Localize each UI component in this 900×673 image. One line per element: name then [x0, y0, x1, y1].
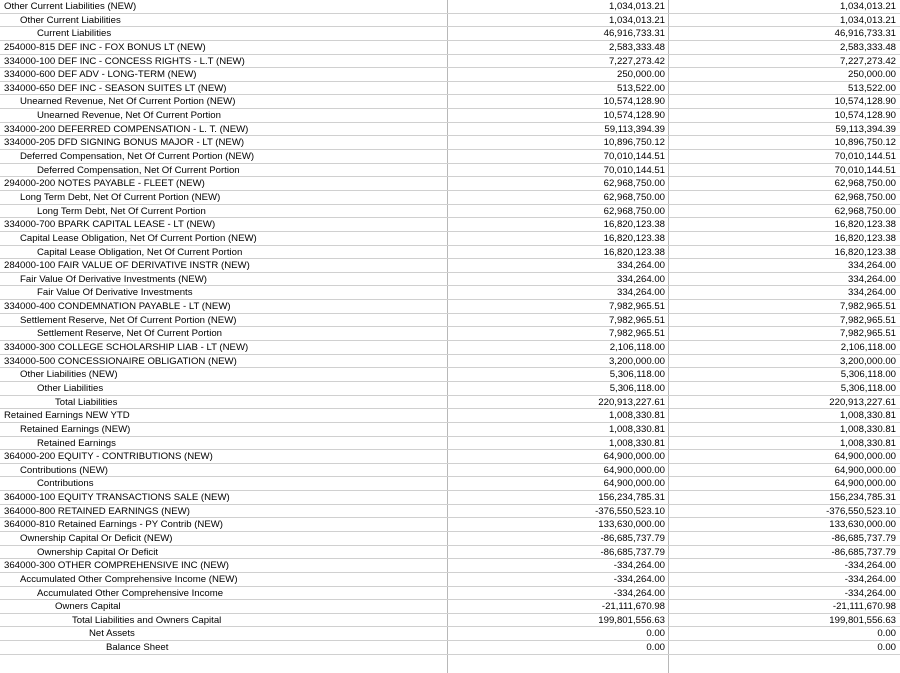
account-label: Accumulated Other Comprehensive Income	[37, 587, 224, 599]
account-label-cell[interactable]	[0, 95, 448, 108]
table-row[interactable]	[0, 627, 900, 641]
account-label: Fair Value Of Derivative Investments (NEW)	[20, 273, 207, 285]
account-label-cell[interactable]	[0, 109, 448, 122]
table-row[interactable]	[0, 641, 900, 655]
amount-cell-total[interactable]: 1,008,330.81	[839, 423, 896, 435]
account-label: Ownership Capital Or Deficit	[37, 546, 159, 558]
amount-cell-period[interactable]: -86,685,737.79	[448, 532, 669, 545]
amount-cell-total[interactable]: 334,264.00	[847, 287, 896, 299]
account-label: 364000-800 RETAINED EARNINGS (NEW)	[4, 505, 190, 517]
account-label-cell[interactable]	[0, 41, 448, 54]
account-label: Deferred Compensation, Net Of Current Portion	[37, 164, 240, 176]
amount-cell-total[interactable]: 62,968,750.00	[834, 191, 896, 203]
table-row[interactable]	[0, 546, 900, 560]
table-row[interactable]	[0, 423, 900, 437]
account-label-cell[interactable]	[0, 177, 448, 190]
table-row[interactable]	[0, 232, 900, 246]
account-label-cell[interactable]	[0, 409, 448, 422]
account-label-cell[interactable]	[0, 600, 448, 613]
table-row[interactable]	[0, 518, 900, 532]
account-label: Capital Lease Obligation, Net Of Current Portion	[37, 246, 243, 258]
account-label-cell[interactable]	[0, 82, 448, 95]
amount-cell-total[interactable]: 3,200,000.00	[839, 355, 896, 367]
account-label: 334000-700 BPARK CAPITAL LEASE - LT (NEW)	[4, 219, 216, 231]
amount-cell-period[interactable]: 10,574,128.90	[448, 109, 669, 122]
amount-cell-period[interactable]: 156,234,785.31	[448, 491, 669, 504]
amount-cell-period[interactable]: 334,264.00	[448, 286, 669, 299]
amount-cell-period[interactable]: 64,900,000.00	[448, 464, 669, 477]
amount-cell-total[interactable]: 334,264.00	[847, 260, 896, 272]
table-row[interactable]	[0, 218, 900, 232]
table-row[interactable]	[0, 505, 900, 519]
amount-cell-period[interactable]: 16,820,123.38	[448, 232, 669, 245]
amount-cell-total[interactable]: 46,916,733.31	[834, 28, 896, 40]
amount-cell-period[interactable]: 1,034,013.21	[448, 0, 669, 13]
amount-cell-total[interactable]: 513,522.00	[847, 82, 896, 94]
amount-cell-period[interactable]: 5,306,118.00	[448, 368, 669, 381]
amount-cell-total[interactable]: 1,008,330.81	[839, 437, 896, 449]
table-row[interactable]	[0, 614, 900, 628]
account-label: 334000-100 DEF INC - CONCESS RIGHTS - L.T (NEW)	[4, 55, 245, 67]
account-label: Accumulated Other Comprehensive Income (NEW)	[20, 573, 238, 585]
amount-cell-total[interactable]: 156,234,785.31	[829, 492, 896, 504]
amount-cell-period[interactable]: 62,968,750.00	[448, 205, 669, 218]
account-label: 254000-815 DEF INC - FOX BONUS LT (NEW)	[4, 41, 206, 53]
account-label-cell[interactable]	[0, 437, 448, 450]
amount-cell-period[interactable]: -334,264.00	[448, 559, 669, 572]
account-label-cell[interactable]	[0, 382, 448, 395]
amount-cell-total[interactable]: 133,630,000.00	[829, 519, 896, 531]
account-label: 334000-650 DEF INC - SEASON SUITES LT (NEW)	[4, 82, 227, 94]
table-row[interactable]	[0, 82, 900, 96]
table-row[interactable]	[0, 109, 900, 123]
empty-cell	[448, 655, 669, 673]
amount-cell-period[interactable]: 70,010,144.51	[448, 164, 669, 177]
amount-cell-total[interactable]: 0.00	[877, 642, 896, 654]
account-label-cell[interactable]	[0, 205, 448, 218]
amount-cell-total[interactable]: 16,820,123.38	[834, 232, 896, 244]
table-row[interactable]	[0, 532, 900, 546]
amount-cell-total[interactable]: 62,968,750.00	[834, 178, 896, 190]
amount-cell-period[interactable]: 10,896,750.12	[448, 136, 669, 149]
amount-cell-period[interactable]: 133,630,000.00	[448, 518, 669, 531]
amount-cell-total[interactable]: 1,034,013.21	[839, 14, 896, 26]
table-row[interactable]	[0, 314, 900, 328]
account-label: 364000-300 OTHER COMPREHENSIVE INC (NEW)	[4, 560, 229, 572]
table-row[interactable]	[0, 286, 900, 300]
amount-cell-total[interactable]: 70,010,144.51	[834, 164, 896, 176]
account-label: Long Term Debt, Net Of Current Portion (NEW)	[20, 191, 221, 203]
table-row[interactable]	[0, 191, 900, 205]
amount-cell-total[interactable]: 10,574,128.90	[834, 110, 896, 122]
account-label: 334000-205 DFD SIGNING BONUS MAJOR - LT (NEW)	[4, 137, 245, 149]
account-label-cell[interactable]	[0, 314, 448, 327]
account-label: Settlement Reserve, Net Of Current Portion (NEW)	[20, 314, 237, 326]
table-row[interactable]	[0, 355, 900, 369]
account-label: Deferred Compensation, Net Of Current Portion (NEW)	[20, 151, 255, 163]
table-row[interactable]	[0, 382, 900, 396]
table-row[interactable]	[0, 477, 900, 491]
account-label-cell[interactable]	[0, 286, 448, 299]
table-row[interactable]	[0, 205, 900, 219]
account-label-cell[interactable]	[0, 55, 448, 68]
account-label: 334000-500 CONCESSIONAIRE OBLIGATION (NEW)	[4, 355, 237, 367]
table-row[interactable]	[0, 587, 900, 601]
amount-cell-period[interactable]: 5,306,118.00	[448, 382, 669, 395]
account-label: Retained Earnings NEW YTD	[4, 410, 130, 422]
amount-cell-period[interactable]: 1,008,330.81	[448, 437, 669, 450]
account-label-cell[interactable]	[0, 68, 448, 81]
amount-cell-period[interactable]: 513,522.00	[448, 82, 669, 95]
account-label-cell[interactable]	[0, 368, 448, 381]
amount-cell-period[interactable]: 1,034,013.21	[448, 14, 669, 27]
account-label: Unearned Revenue, Net Of Current Portion	[37, 110, 221, 122]
account-label: Other Current Liabilities	[20, 14, 121, 26]
account-label: Fair Value Of Derivative Investments	[37, 287, 193, 299]
account-label: 294000-200 NOTES PAYABLE - FLEET (NEW)	[4, 178, 205, 190]
table-row[interactable]	[0, 573, 900, 587]
amount-cell-total[interactable]: 64,900,000.00	[834, 451, 896, 463]
account-label: Other Current Liabilities (NEW)	[4, 1, 137, 12]
amount-cell-period[interactable]: 62,968,750.00	[448, 191, 669, 204]
amount-cell-total[interactable]: 220,913,227.61	[829, 396, 896, 408]
amount-cell-period[interactable]: 2,583,333.48	[448, 41, 669, 54]
amount-cell-period[interactable]: 250,000.00	[448, 68, 669, 81]
amount-cell-total[interactable]: 7,982,965.51	[839, 301, 896, 313]
account-label-cell[interactable]	[0, 164, 448, 177]
amount-cell-period[interactable]: 7,982,965.51	[448, 314, 669, 327]
amount-cell-period[interactable]: 1,008,330.81	[448, 423, 669, 436]
amount-cell-period[interactable]: 7,227,273.42	[448, 55, 669, 68]
account-label-cell[interactable]	[0, 464, 448, 477]
amount-cell-period[interactable]: 0.00	[448, 641, 669, 654]
account-label: Total Liabilities	[55, 396, 118, 408]
table-row[interactable]	[0, 150, 900, 164]
amount-cell-total[interactable]: -376,550,523.10	[826, 505, 896, 517]
account-label-cell[interactable]	[0, 532, 448, 545]
account-label-cell[interactable]	[0, 191, 448, 204]
table-row[interactable]	[0, 177, 900, 191]
amount-cell-total[interactable]: -334,264.00	[844, 587, 896, 599]
amount-cell-period[interactable]: -334,264.00	[448, 587, 669, 600]
account-label: Other Liabilities	[37, 382, 104, 394]
amount-cell-period[interactable]: 59,113,394.39	[448, 123, 669, 136]
account-label-cell[interactable]	[0, 218, 448, 231]
table-row[interactable]	[0, 68, 900, 82]
account-label-cell[interactable]	[0, 136, 448, 149]
account-label: 334000-600 DEF ADV - LONG-TERM (NEW)	[4, 69, 197, 81]
account-label: 334000-300 COLLEGE SCHOLARSHIP LIAB - LT (NEW)	[4, 342, 249, 354]
table-row[interactable]	[0, 300, 900, 314]
amount-cell-total[interactable]: 0.00	[877, 628, 896, 640]
account-label: Ownership Capital Or Deficit (NEW)	[20, 532, 173, 544]
amount-cell-total[interactable]: -21,111,670.98	[832, 601, 896, 613]
account-label-cell[interactable]	[0, 559, 448, 572]
amount-cell-period[interactable]: 199,801,556.63	[448, 614, 669, 627]
account-label-cell[interactable]	[0, 396, 448, 409]
amount-cell-total[interactable]: 1,034,013.21	[839, 1, 896, 12]
table-row[interactable]	[0, 327, 900, 341]
table-row[interactable]	[0, 123, 900, 137]
amount-cell-total[interactable]: -334,264.00	[844, 573, 896, 585]
amount-cell-period[interactable]: 62,968,750.00	[448, 177, 669, 190]
account-label-cell[interactable]	[0, 518, 448, 531]
table-row[interactable]	[0, 396, 900, 410]
account-label: 334000-200 DEFERRED COMPENSATION - L. T. (NEW)	[4, 123, 249, 135]
account-label-cell[interactable]	[0, 546, 448, 559]
table-row[interactable]	[0, 14, 900, 28]
account-label: Long Term Debt, Net Of Current Portion	[37, 205, 206, 217]
table-row[interactable]	[0, 600, 900, 614]
account-label-cell[interactable]	[0, 505, 448, 518]
account-label-cell[interactable]	[0, 150, 448, 163]
table-row[interactable]	[0, 368, 900, 382]
account-label-cell[interactable]	[0, 327, 448, 340]
account-label: 364000-100 EQUITY TRANSACTIONS SALE (NEW)	[4, 492, 230, 504]
table-row[interactable]	[0, 259, 900, 273]
amount-cell-total[interactable]: -334,264.00	[844, 560, 896, 572]
amount-cell-total[interactable]: 5,306,118.00	[840, 369, 896, 381]
table-row[interactable]	[0, 136, 900, 150]
account-label: Retained Earnings (NEW)	[20, 423, 131, 435]
account-label: Balance Sheet	[106, 642, 169, 654]
amount-cell-total[interactable]: 7,227,273.42	[839, 55, 896, 67]
account-label: 284000-100 FAIR VALUE OF DERIVATIVE INSTR (NEW)	[4, 260, 250, 272]
amount-cell-total[interactable]: 7,982,965.51	[839, 314, 896, 326]
amount-cell-total[interactable]: 1,008,330.81	[839, 410, 896, 422]
table-row[interactable]	[0, 437, 900, 451]
table-row[interactable]	[0, 246, 900, 260]
table-row[interactable]	[0, 0, 900, 14]
amount-cell-period[interactable]: 3,200,000.00	[448, 355, 669, 368]
amount-cell-total[interactable]: 64,900,000.00	[834, 464, 896, 476]
account-label-cell[interactable]	[0, 123, 448, 136]
amount-cell-total[interactable]: 62,968,750.00	[834, 205, 896, 217]
amount-cell-total[interactable]: 10,896,750.12	[834, 137, 896, 149]
account-label: Contributions	[37, 478, 94, 490]
amount-cell-total[interactable]: 250,000.00	[847, 69, 896, 81]
account-label-cell[interactable]	[0, 423, 448, 436]
table-row[interactable]	[0, 55, 900, 69]
amount-cell-period[interactable]: 10,574,128.90	[448, 95, 669, 108]
table-row[interactable]	[0, 559, 900, 573]
account-label: Unearned Revenue, Net Of Current Portion (NEW)	[20, 96, 236, 108]
amount-cell-total[interactable]: 64,900,000.00	[834, 478, 896, 490]
account-label: Settlement Reserve, Net Of Current Portion	[37, 328, 223, 340]
amount-cell-total[interactable]: 16,820,123.38	[834, 246, 896, 258]
empty-cell	[0, 655, 448, 673]
amount-cell-period[interactable]: 220,913,227.61	[448, 396, 669, 409]
amount-cell-total[interactable]: 334,264.00	[847, 273, 896, 285]
amount-cell-period[interactable]: -86,685,737.79	[448, 546, 669, 559]
table-row[interactable]	[0, 164, 900, 178]
account-label-cell[interactable]	[0, 246, 448, 259]
account-label: Owners Capital	[55, 601, 121, 613]
amount-cell-total[interactable]: 199,801,556.63	[829, 614, 896, 626]
account-label-cell[interactable]	[0, 259, 448, 272]
amount-cell-total[interactable]: 70,010,144.51	[834, 151, 896, 163]
account-label-cell[interactable]	[0, 627, 448, 640]
amount-cell-total[interactable]: -86,685,737.79	[831, 546, 896, 558]
account-label-cell[interactable]	[0, 614, 448, 627]
account-label-cell[interactable]	[0, 641, 448, 654]
account-label-cell[interactable]	[0, 0, 448, 13]
account-label: Other Liabilities (NEW)	[20, 369, 118, 381]
amount-cell-period[interactable]: 7,982,965.51	[448, 327, 669, 340]
amount-cell-total[interactable]: 16,820,123.38	[834, 219, 896, 231]
amount-cell-period[interactable]: 2,106,118.00	[448, 341, 669, 354]
account-label-cell[interactable]	[0, 273, 448, 286]
amount-cell-period[interactable]: 70,010,144.51	[448, 150, 669, 163]
amount-cell-period[interactable]: -21,111,670.98	[448, 600, 669, 613]
amount-cell-period[interactable]: 0.00	[448, 627, 669, 640]
amount-cell-period[interactable]: 64,900,000.00	[448, 450, 669, 463]
account-label-cell[interactable]	[0, 27, 448, 40]
amount-cell-period[interactable]: 64,900,000.00	[448, 477, 669, 490]
amount-cell-total[interactable]: 2,583,333.48	[839, 41, 896, 53]
amount-cell-period[interactable]: 16,820,123.38	[448, 218, 669, 231]
table-row[interactable]	[0, 341, 900, 355]
account-label-cell[interactable]	[0, 573, 448, 586]
account-label-cell[interactable]	[0, 355, 448, 368]
account-label-cell[interactable]	[0, 491, 448, 504]
amount-cell-period[interactable]: -376,550,523.10	[448, 505, 669, 518]
account-label: Contributions (NEW)	[20, 464, 108, 476]
amount-cell-total[interactable]: 59,113,394.39	[835, 123, 896, 135]
amount-cell-period[interactable]: 1,008,330.81	[448, 409, 669, 422]
table-row[interactable]	[0, 491, 900, 505]
amount-cell-period[interactable]: 16,820,123.38	[448, 246, 669, 259]
amount-cell-total[interactable]: 7,982,965.51	[839, 328, 896, 340]
account-label-cell[interactable]	[0, 450, 448, 463]
account-label-cell[interactable]	[0, 300, 448, 313]
amount-cell-period[interactable]: 334,264.00	[448, 273, 669, 286]
amount-cell-period[interactable]: -334,264.00	[448, 573, 669, 586]
amount-cell-total[interactable]: 2,106,118.00	[840, 342, 896, 354]
account-label: 334000-400 CONDEMNATION PAYABLE - LT (NEW)	[4, 301, 231, 313]
amount-cell-total[interactable]: 10,574,128.90	[834, 96, 896, 108]
account-label: Retained Earnings	[37, 437, 116, 449]
table-row[interactable]	[0, 41, 900, 55]
table-row[interactable]	[0, 27, 900, 41]
table-row[interactable]	[0, 273, 900, 287]
amount-cell-total[interactable]: -86,685,737.79	[831, 532, 896, 544]
amount-cell-period[interactable]: 46,916,733.31	[448, 27, 669, 40]
account-label: Net Assets	[89, 628, 135, 640]
table-row[interactable]	[0, 409, 900, 423]
account-label: Capital Lease Obligation, Net Of Current Portion (NEW)	[20, 232, 257, 244]
table-row[interactable]	[0, 95, 900, 109]
account-label: 364000-810 Retained Earnings - PY Contrib (NEW)	[4, 519, 223, 531]
account-label: Total Liabilities and Owners Capital	[72, 614, 222, 626]
empty-row	[0, 655, 900, 673]
account-label-cell[interactable]	[0, 341, 448, 354]
account-label-cell[interactable]	[0, 14, 448, 27]
amount-cell-period[interactable]: 334,264.00	[448, 259, 669, 272]
account-label: Current Liabilities	[37, 28, 112, 40]
amount-cell-total[interactable]: 5,306,118.00	[840, 382, 896, 394]
table-row[interactable]	[0, 464, 900, 478]
account-label-cell[interactable]	[0, 232, 448, 245]
account-label-cell[interactable]	[0, 477, 448, 490]
amount-cell-period[interactable]: 7,982,965.51	[448, 300, 669, 313]
account-label-cell[interactable]	[0, 587, 448, 600]
table-row[interactable]	[0, 450, 900, 464]
account-label: 364000-200 EQUITY - CONTRIBUTIONS (NEW)	[4, 451, 213, 463]
